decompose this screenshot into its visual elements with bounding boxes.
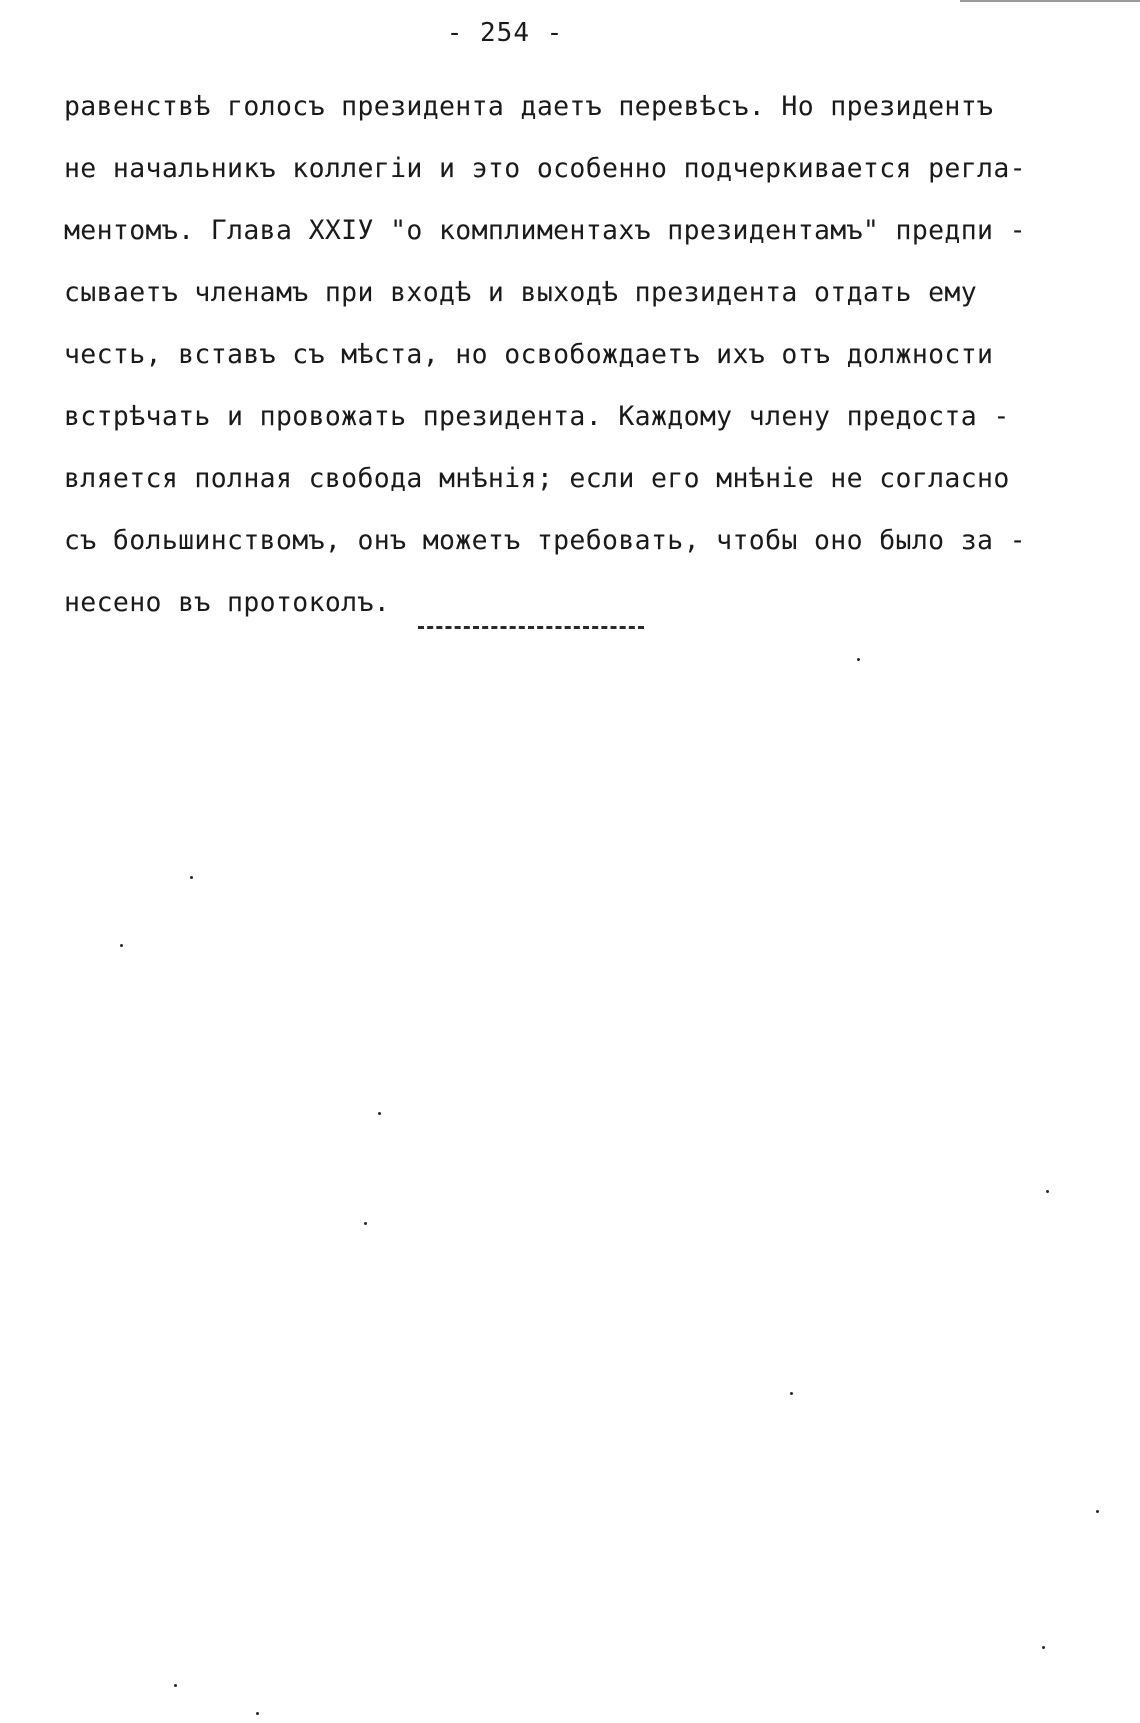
scan-speck [378, 1112, 381, 1115]
text-line: встрѣчать и провожать президента. Каждому члену предоста - [64, 401, 1010, 432]
scan-speck [364, 1222, 367, 1225]
text-line: несено въ протоколъ. [64, 587, 391, 618]
page-number: - 254 - [446, 18, 564, 48]
scan-speck [190, 876, 193, 879]
scan-speck [1096, 1510, 1099, 1513]
section-end-rule [418, 626, 644, 629]
body-paragraph [64, 76, 1124, 634]
scan-speck [256, 1712, 259, 1715]
text-line: съ большинствомъ, онъ можетъ требовать, чтобы оно было за - [64, 525, 1026, 556]
scan-speck [857, 658, 860, 661]
text-line: сываетъ членамъ при входѣ и выходѣ президента отдать ему [64, 277, 978, 308]
scan-speck [790, 1392, 793, 1395]
top-edge-rule [960, 0, 1140, 2]
text-line: вляется полная свобода мнѣнiя; если его мнѣнiе не согласно [64, 463, 1010, 494]
text-line: ментомъ. Глава XXIУ "о комплиментахъ президентамъ" предпи - [64, 215, 1026, 246]
scan-speck [1046, 1190, 1049, 1193]
scan-speck [174, 1684, 177, 1687]
text-line: честь, вставъ съ мѣста, но освобождаетъ ихъ отъ должности [64, 339, 994, 370]
scan-speck [120, 944, 123, 947]
text-line: равенствѣ голосъ президента даетъ перевѣсъ. Но президентъ [64, 91, 994, 122]
text-line: не начальникъ коллегiи и это особенно подчеркивается регла- [64, 153, 1026, 184]
scan-speck [1042, 1646, 1045, 1649]
